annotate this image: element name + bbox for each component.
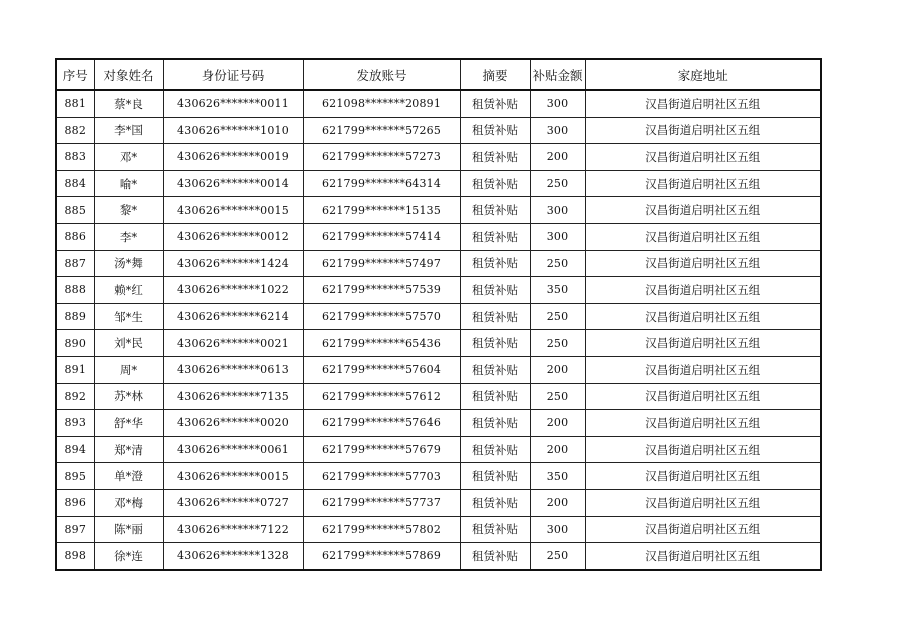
cell-address: 汉昌街道启明社区五组: [585, 516, 821, 543]
cell-address: 汉昌街道启明社区五组: [585, 90, 821, 117]
cell-address: 汉昌街道启明社区五组: [585, 489, 821, 516]
cell-summary: 租赁补贴: [460, 250, 530, 277]
cell-seq: 894: [56, 436, 94, 463]
cell-amount: 250: [530, 543, 585, 570]
cell-seq: 895: [56, 463, 94, 490]
cell-summary: 租赁补贴: [460, 303, 530, 330]
table-row: [56, 516, 821, 543]
header-id-number: 身份证号码: [163, 59, 303, 90]
cell-id-number: 430626*******0021: [163, 330, 303, 357]
cell-address: 汉昌街道启明社区五组: [585, 250, 821, 277]
cell-seq: 883: [56, 144, 94, 171]
cell-seq: 881: [56, 90, 94, 117]
cell-amount: 250: [530, 330, 585, 357]
cell-summary: 租赁补贴: [460, 356, 530, 383]
cell-id-number: 430626*******1328: [163, 543, 303, 570]
cell-seq: 893: [56, 410, 94, 437]
cell-amount: 200: [530, 356, 585, 383]
cell-id-number: 430626*******0727: [163, 489, 303, 516]
cell-account: 621799*******57612: [303, 383, 460, 410]
cell-id-number: 430626*******7122: [163, 516, 303, 543]
cell-address: 汉昌街道启明社区五组: [585, 463, 821, 490]
cell-summary: 租赁补贴: [460, 463, 530, 490]
header-row: [56, 59, 821, 90]
cell-id-number: 430626*******7135: [163, 383, 303, 410]
cell-seq: 882: [56, 117, 94, 144]
table-row: [56, 117, 821, 144]
table-row: [56, 197, 821, 224]
table-row: [56, 330, 821, 357]
cell-name: 黎*: [94, 197, 163, 224]
cell-account: 621799*******57679: [303, 436, 460, 463]
cell-account: 621799*******57273: [303, 144, 460, 171]
cell-address: 汉昌街道启明社区五组: [585, 303, 821, 330]
header-account: 发放账号: [303, 59, 460, 90]
cell-name: 赖*红: [94, 277, 163, 304]
cell-address: 汉昌街道启明社区五组: [585, 144, 821, 171]
header-summary: 摘要: [460, 59, 530, 90]
cell-seq: 896: [56, 489, 94, 516]
cell-amount: 200: [530, 436, 585, 463]
cell-name: 苏*林: [94, 383, 163, 410]
cell-amount: 200: [530, 489, 585, 516]
cell-account: 621799*******57539: [303, 277, 460, 304]
cell-account: 621799*******57497: [303, 250, 460, 277]
cell-account: 621799*******57604: [303, 356, 460, 383]
cell-account: 621799*******15135: [303, 197, 460, 224]
cell-amount: 350: [530, 277, 585, 304]
cell-seq: 886: [56, 223, 94, 250]
cell-amount: 200: [530, 144, 585, 171]
cell-summary: 租赁补贴: [460, 197, 530, 224]
cell-amount: 300: [530, 90, 585, 117]
cell-name: 刘*民: [94, 330, 163, 357]
cell-seq: 890: [56, 330, 94, 357]
cell-address: 汉昌街道启明社区五组: [585, 223, 821, 250]
cell-id-number: 430626*******0014: [163, 170, 303, 197]
cell-amount: 300: [530, 197, 585, 224]
cell-seq: 884: [56, 170, 94, 197]
cell-amount: 350: [530, 463, 585, 490]
cell-id-number: 430626*******0020: [163, 410, 303, 437]
cell-address: 汉昌街道启明社区五组: [585, 330, 821, 357]
cell-id-number: 430626*******0011: [163, 90, 303, 117]
cell-amount: 250: [530, 303, 585, 330]
cell-id-number: 430626*******0019: [163, 144, 303, 171]
cell-amount: 200: [530, 410, 585, 437]
cell-summary: 租赁补贴: [460, 170, 530, 197]
cell-name: 邓*: [94, 144, 163, 171]
header-seq: 序号: [56, 59, 94, 90]
table-row: [56, 144, 821, 171]
table-row: [56, 489, 821, 516]
cell-name: 郑*清: [94, 436, 163, 463]
cell-address: 汉昌街道启明社区五组: [585, 356, 821, 383]
cell-summary: 租赁补贴: [460, 144, 530, 171]
cell-name: 喻*: [94, 170, 163, 197]
cell-seq: 885: [56, 197, 94, 224]
cell-name: 单*澄: [94, 463, 163, 490]
cell-amount: 250: [530, 170, 585, 197]
table-row: [56, 543, 821, 570]
table-row: [56, 90, 821, 117]
cell-summary: 租赁补贴: [460, 117, 530, 144]
cell-id-number: 430626*******0012: [163, 223, 303, 250]
cell-id-number: 430626*******0613: [163, 356, 303, 383]
cell-address: 汉昌街道启明社区五组: [585, 170, 821, 197]
cell-amount: 300: [530, 117, 585, 144]
cell-account: 621799*******57737: [303, 489, 460, 516]
cell-name: 周*: [94, 356, 163, 383]
table-row: [56, 250, 821, 277]
cell-account: 621799*******65436: [303, 330, 460, 357]
header-address: 家庭地址: [585, 59, 821, 90]
cell-address: 汉昌街道启明社区五组: [585, 383, 821, 410]
cell-name: 汤*舞: [94, 250, 163, 277]
cell-summary: 租赁补贴: [460, 90, 530, 117]
cell-seq: 892: [56, 383, 94, 410]
cell-account: 621799*******57414: [303, 223, 460, 250]
cell-name: 李*国: [94, 117, 163, 144]
cell-amount: 300: [530, 516, 585, 543]
cell-address: 汉昌街道启明社区五组: [585, 410, 821, 437]
cell-address: 汉昌街道启明社区五组: [585, 277, 821, 304]
table-row: [56, 436, 821, 463]
cell-id-number: 430626*******6214: [163, 303, 303, 330]
cell-seq: 889: [56, 303, 94, 330]
cell-seq: 891: [56, 356, 94, 383]
cell-account: 621799*******57265: [303, 117, 460, 144]
cell-summary: 租赁补贴: [460, 489, 530, 516]
cell-seq: 887: [56, 250, 94, 277]
table-row: [56, 223, 821, 250]
cell-id-number: 430626*******0015: [163, 197, 303, 224]
cell-name: 邹*生: [94, 303, 163, 330]
cell-id-number: 430626*******1022: [163, 277, 303, 304]
cell-summary: 租赁补贴: [460, 543, 530, 570]
cell-name: 陈*丽: [94, 516, 163, 543]
cell-amount: 300: [530, 223, 585, 250]
subsidy-table: [55, 58, 822, 571]
cell-name: 舒*华: [94, 410, 163, 437]
cell-name: 蔡*良: [94, 90, 163, 117]
cell-name: 李*: [94, 223, 163, 250]
cell-id-number: 430626*******0015: [163, 463, 303, 490]
cell-amount: 250: [530, 383, 585, 410]
cell-account: 621799*******57570: [303, 303, 460, 330]
cell-seq: 897: [56, 516, 94, 543]
cell-summary: 租赁补贴: [460, 383, 530, 410]
cell-address: 汉昌街道启明社区五组: [585, 117, 821, 144]
cell-id-number: 430626*******1010: [163, 117, 303, 144]
cell-summary: 租赁补贴: [460, 410, 530, 437]
cell-name: 邓*梅: [94, 489, 163, 516]
cell-account: 621799*******57802: [303, 516, 460, 543]
header-name: 对象姓名: [94, 59, 163, 90]
cell-summary: 租赁补贴: [460, 277, 530, 304]
table-row: [56, 277, 821, 304]
header-amount: 补贴金额: [530, 59, 585, 90]
cell-summary: 租赁补贴: [460, 330, 530, 357]
cell-address: 汉昌街道启明社区五组: [585, 436, 821, 463]
cell-id-number: 430626*******1424: [163, 250, 303, 277]
cell-summary: 租赁补贴: [460, 436, 530, 463]
cell-account: 621098*******20891: [303, 90, 460, 117]
cell-account: 621799*******64314: [303, 170, 460, 197]
cell-summary: 租赁补贴: [460, 516, 530, 543]
cell-seq: 898: [56, 543, 94, 570]
table-row: [56, 356, 821, 383]
cell-address: 汉昌街道启明社区五组: [585, 197, 821, 224]
cell-account: 621799*******57869: [303, 543, 460, 570]
cell-seq: 888: [56, 277, 94, 304]
cell-account: 621799*******57646: [303, 410, 460, 437]
table-row: [56, 410, 821, 437]
cell-address: 汉昌街道启明社区五组: [585, 543, 821, 570]
cell-summary: 租赁补贴: [460, 223, 530, 250]
table-row: [56, 170, 821, 197]
table-row: [56, 383, 821, 410]
cell-account: 621799*******57703: [303, 463, 460, 490]
cell-amount: 250: [530, 250, 585, 277]
cell-name: 徐*连: [94, 543, 163, 570]
table-row: [56, 303, 821, 330]
table-body: [56, 90, 821, 570]
table-row: [56, 463, 821, 490]
cell-id-number: 430626*******0061: [163, 436, 303, 463]
